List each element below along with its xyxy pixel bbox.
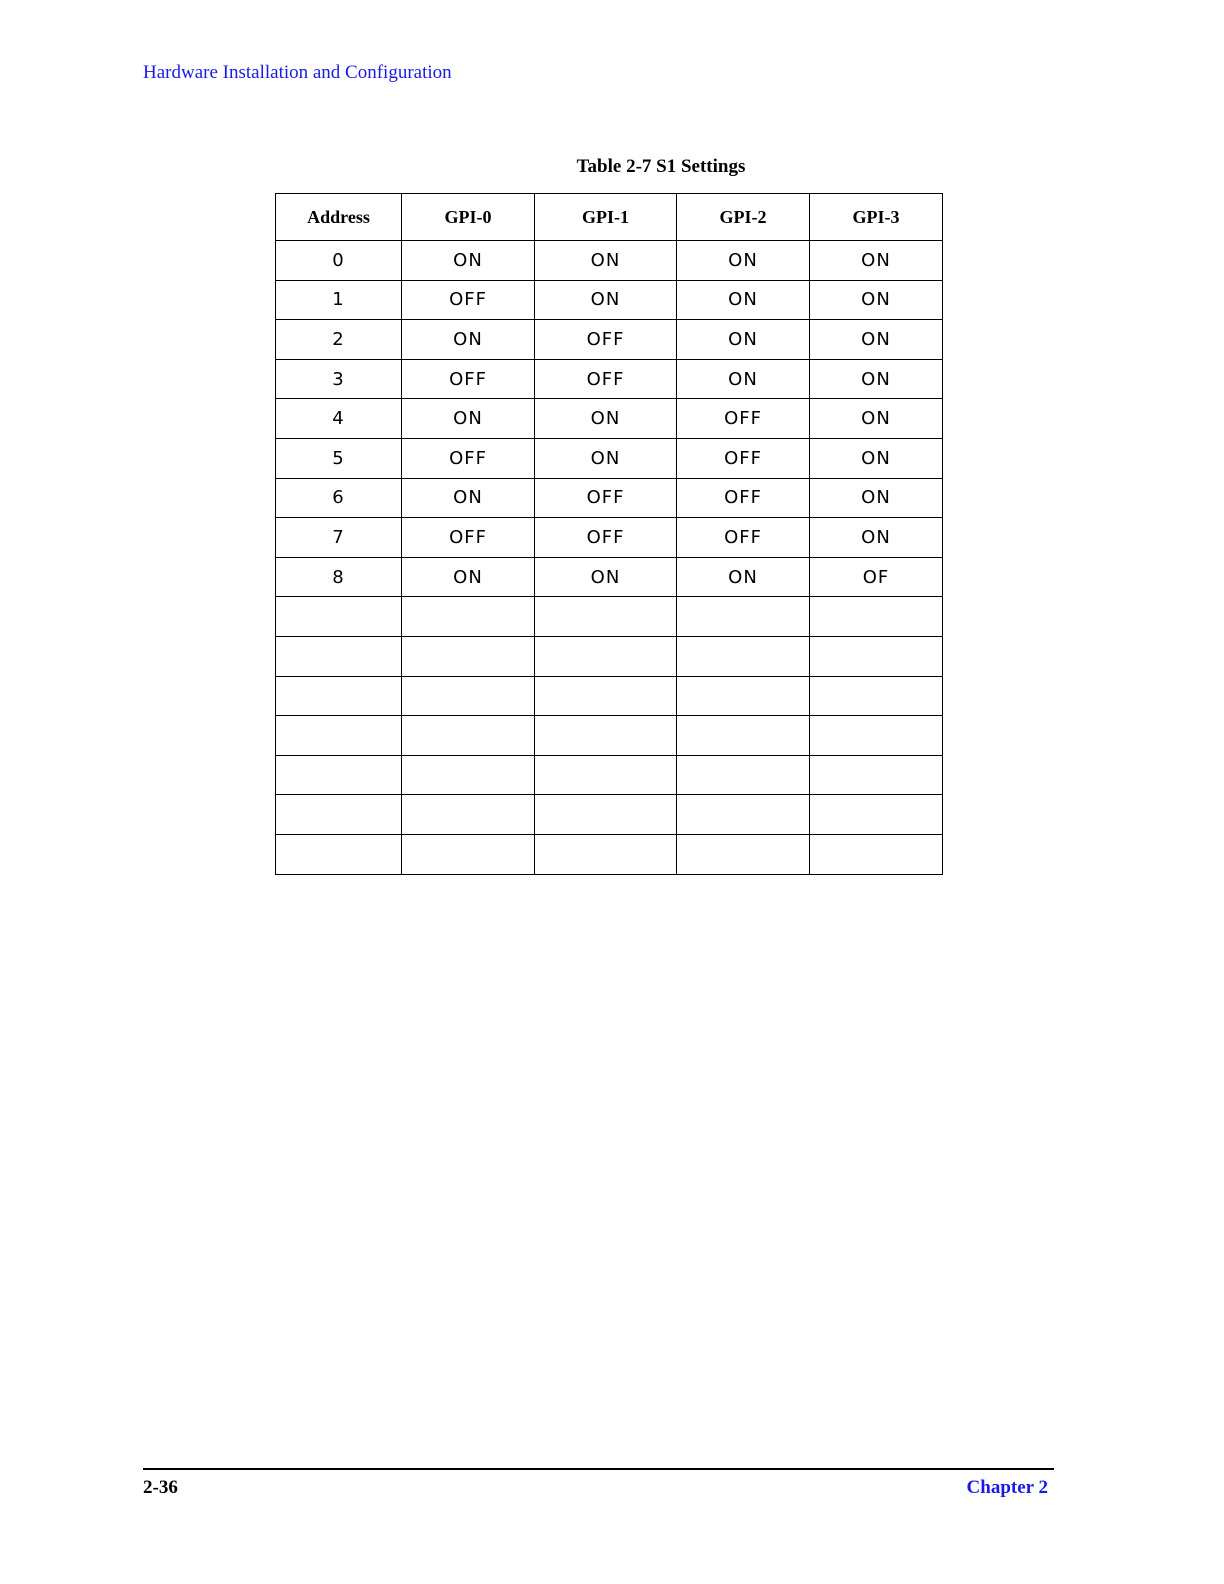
gpi-2-cell	[677, 636, 810, 676]
address-cell: 1	[276, 280, 402, 320]
gpi-0-cell: ON	[402, 320, 535, 360]
gpi-3-cell	[810, 636, 943, 676]
gpi-0-cell	[402, 676, 535, 716]
address-cell	[276, 795, 402, 835]
address-cell: 3	[276, 359, 402, 399]
gpi-1-cell: ON	[535, 399, 677, 439]
gpi-0-cell	[402, 755, 535, 795]
gpi-1-cell: ON	[535, 438, 677, 478]
table-row	[276, 597, 943, 637]
address-cell	[276, 636, 402, 676]
gpi-2-cell: ON	[677, 320, 810, 360]
gpi-1-cell	[535, 755, 677, 795]
gpi-0-cell: ON	[402, 478, 535, 518]
footer-rule	[143, 1468, 1054, 1470]
gpi-0-cell: ON	[402, 399, 535, 439]
gpi-2-cell: ON	[677, 557, 810, 597]
gpi-3-cell: ON	[810, 359, 943, 399]
gpi-2-cell	[677, 755, 810, 795]
address-cell: 8	[276, 557, 402, 597]
gpi-3-cell	[810, 716, 943, 756]
address-cell: 7	[276, 518, 402, 558]
gpi-2-cell: ON	[677, 359, 810, 399]
gpi-2-cell: ON	[677, 280, 810, 320]
gpi-1-cell	[535, 636, 677, 676]
gpi-0-cell	[402, 834, 535, 874]
table-row	[276, 399, 943, 439]
s1-settings-table	[275, 193, 943, 875]
table-row	[276, 636, 943, 676]
gpi-1-cell	[535, 834, 677, 874]
gpi-3-cell	[810, 597, 943, 637]
column-header-address: Address	[276, 194, 402, 241]
column-header-gpi-1: GPI-1	[535, 194, 677, 241]
gpi-3-cell: ON	[810, 241, 943, 281]
address-cell	[276, 834, 402, 874]
page-number: 2-36	[143, 1477, 178, 1498]
gpi-3-cell	[810, 676, 943, 716]
gpi-2-cell: OFF	[677, 399, 810, 439]
address-cell	[276, 676, 402, 716]
table-row	[276, 320, 943, 360]
gpi-3-cell: ON	[810, 518, 943, 558]
table-body	[276, 241, 943, 875]
address-cell	[276, 716, 402, 756]
gpi-2-cell: ON	[677, 241, 810, 281]
gpi-1-cell: OFF	[535, 518, 677, 558]
table-row	[276, 359, 943, 399]
address-cell	[276, 597, 402, 637]
running-header: Hardware Installation and Configuration	[143, 62, 452, 83]
column-header-gpi-2: GPI-2	[677, 194, 810, 241]
address-cell: 6	[276, 478, 402, 518]
address-cell: 4	[276, 399, 402, 439]
gpi-1-cell: OFF	[535, 359, 677, 399]
gpi-3-cell	[810, 755, 943, 795]
gpi-1-cell: ON	[535, 557, 677, 597]
table-row	[276, 241, 943, 281]
address-cell	[276, 755, 402, 795]
gpi-1-cell: OFF	[535, 478, 677, 518]
gpi-3-cell: ON	[810, 399, 943, 439]
gpi-0-cell: OFF	[402, 280, 535, 320]
gpi-0-cell: OFF	[402, 438, 535, 478]
table-row	[276, 755, 943, 795]
gpi-2-cell: OFF	[677, 438, 810, 478]
gpi-0-cell	[402, 597, 535, 637]
gpi-2-cell	[677, 834, 810, 874]
gpi-1-cell	[535, 795, 677, 835]
table-row	[276, 834, 943, 874]
gpi-0-cell: ON	[402, 241, 535, 281]
gpi-2-cell	[677, 716, 810, 756]
gpi-3-cell: ON	[810, 478, 943, 518]
gpi-2-cell	[677, 795, 810, 835]
gpi-2-cell	[677, 597, 810, 637]
gpi-1-cell	[535, 716, 677, 756]
gpi-1-cell	[535, 676, 677, 716]
gpi-0-cell: OFF	[402, 359, 535, 399]
chapter-label: Chapter 2	[966, 1477, 1048, 1498]
table-row	[276, 795, 943, 835]
gpi-2-cell: OFF	[677, 478, 810, 518]
gpi-3-cell: ON	[810, 280, 943, 320]
gpi-1-cell: OFF	[535, 320, 677, 360]
table-row	[276, 478, 943, 518]
address-cell: 2	[276, 320, 402, 360]
gpi-0-cell	[402, 716, 535, 756]
table-row	[276, 280, 943, 320]
gpi-1-cell: ON	[535, 280, 677, 320]
gpi-1-cell	[535, 597, 677, 637]
gpi-0-cell	[402, 795, 535, 835]
gpi-3-cell	[810, 795, 943, 835]
address-cell: 5	[276, 438, 402, 478]
table-caption: Table 2-7 S1 Settings	[576, 156, 746, 177]
gpi-0-cell	[402, 636, 535, 676]
gpi-0-cell: OFF	[402, 518, 535, 558]
column-header-gpi-3: GPI-3	[810, 194, 943, 241]
gpi-3-cell: ON	[810, 438, 943, 478]
gpi-2-cell: OFF	[677, 518, 810, 558]
table-row	[276, 518, 943, 558]
table-row	[276, 438, 943, 478]
gpi-3-cell	[810, 834, 943, 874]
column-header-gpi-0: GPI-0	[402, 194, 535, 241]
gpi-3-cell: OF	[810, 557, 943, 597]
table-row	[276, 557, 943, 597]
gpi-1-cell: ON	[535, 241, 677, 281]
table-header-row	[276, 194, 943, 241]
gpi-3-cell: ON	[810, 320, 943, 360]
gpi-0-cell: ON	[402, 557, 535, 597]
address-cell: 0	[276, 241, 402, 281]
table-row	[276, 716, 943, 756]
gpi-2-cell	[677, 676, 810, 716]
table-row	[276, 676, 943, 716]
